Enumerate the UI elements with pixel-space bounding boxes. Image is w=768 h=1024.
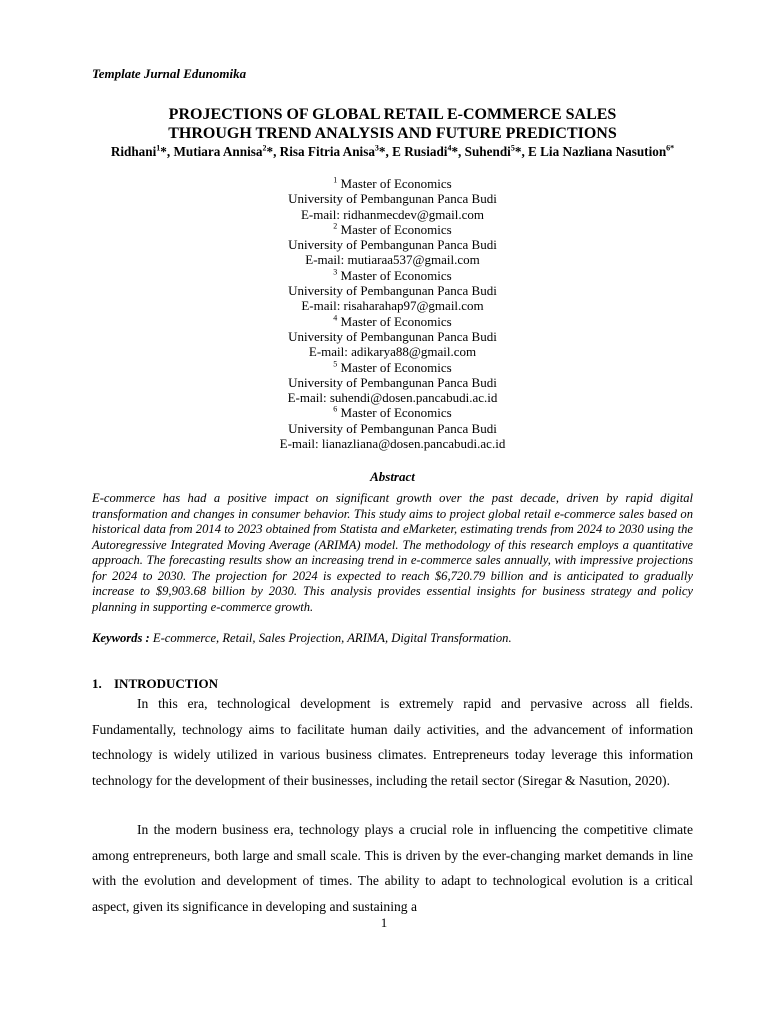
abstract-text: E-commerce has had a positive impact on significant growth over the past decade, driven by rapid digital transformation and changes in consumer behavior. This study aims to project global retail e-commerce sales based on historical data from 2014 to 2023 obtained from Statista and eMarketer, estimating trends from 2024 to 2030 using the Autoregressive Integrated Moving Average (ARIMA) model. The methodology of this research employs a quantitative approach. The forecasting results show an increasing trend in e-commerce sales annually, with impressive projections for 2024 to 2030. The projection for 2024 is expected to reach $6,720.79 billion and is anticipated to gradually increase to $9,903.68 billion by 2030. This analysis provides essential insights for business strategy and policy planning in supporting e-commerce growth. [92, 491, 693, 614]
author-list: Ridhani$^1$*, Mutiara Annisa$^2$*, Risa Fitria Anisa$^3$*, E Rusiadi$^4$*, Suhendi$^5$*, E Lia Nazliana Nasution$^{6*}$ [110, 143, 675, 159]
section-title: INTRODUCTION [114, 676, 219, 691]
author-mark: * [451, 144, 459, 159]
author-name: E Rusiadi [392, 144, 448, 159]
author-sup: 2 [262, 143, 267, 153]
title-line: THROUGH TREND ANALYSIS AND FUTURE PREDICTIONS [168, 125, 617, 142]
affiliation-email: E-mail: suhendi@dosen.pancabudi.ac.id [287, 390, 498, 406]
section-number: 1. [92, 676, 102, 691]
affiliation-list [92, 176, 693, 451]
author-mark: * [378, 144, 386, 159]
author-sup: 4 [447, 143, 452, 153]
author-name: Risa Fitria Anisa [279, 144, 375, 159]
affiliation-email: E-mail: risaharahap97@gmail.com [301, 298, 484, 314]
affiliation-email: E-mail: adikarya88@gmail.com [308, 344, 477, 360]
dept-text: Master of Economics [340, 176, 452, 191]
keywords-value: E-commerce, Retail, Sales Projection, ARIMA, Digital Transformation. [152, 631, 512, 645]
dept-text: Master of Economics [340, 405, 452, 421]
body-paragraph: In the modern business era, technology plays a crucial role in influencing the competitive climate among entrepreneurs, both large and small scale. This is driven by the ever-changing market demands in line with the evolution and development of times. The ability to adapt to technological evolution is a critical aspect, given its significance in developing and sustaining a [92, 822, 693, 914]
abstract-heading: Abstract [370, 469, 415, 484]
body-paragraph: In this era, technological development is extremely rapid and pervasive across all fields. Fundamentally, technology aims to facilitate human daily activities, and the advancement of information technology is widely utilized in various business climates. Entrepreneurs today leverage this information technology for the development of their businesses, including the retail sector (Siregar & Nasution, 2020). [92, 696, 693, 788]
dept-text: Master of Economics [340, 359, 452, 375]
keywords [92, 630, 693, 646]
affiliation-univ: University of Pembangunan Panca Budi [288, 420, 497, 436]
affiliation-univ: University of Pembangunan Panca Budi [288, 283, 497, 299]
keywords-label: Keywords : [92, 631, 150, 645]
author-name: Suhendi [464, 144, 511, 159]
author-name: E Lia Nazliana Nasution [528, 144, 667, 159]
author-sup: 3 [374, 143, 379, 153]
dept-text: Master of Economics [340, 221, 452, 237]
journal-name: Template Jurnal Edunomika [92, 66, 247, 81]
section-heading [92, 676, 218, 692]
affiliation-univ: University of Pembangunan Panca Budi [288, 328, 497, 344]
dept-text: Master of Economics [340, 313, 452, 329]
affiliation-univ: University of Pembangunan Panca Budi [288, 237, 497, 253]
paper-title [92, 105, 693, 143]
affiliation-sup: 6 [333, 405, 338, 415]
author-mark: * [514, 144, 522, 159]
affiliation-sup: 4 [333, 313, 338, 323]
affiliation-sup: 5 [333, 359, 338, 369]
affiliation-dept [92, 222, 693, 237]
affiliation-dept [92, 176, 693, 191]
page-number: 1 [380, 915, 388, 930]
affiliation-sup: 3 [333, 267, 338, 277]
affiliation-email: E-mail: mutiaraa537@gmail.com [305, 252, 480, 268]
title-line: PROJECTIONS OF GLOBAL RETAIL E-COMMERCE SALES [168, 106, 617, 123]
affiliation-sup: 1 [333, 175, 338, 185]
affiliation-univ: University of Pembangunan Panca Budi [288, 374, 497, 390]
affiliation-dept [92, 405, 693, 420]
author-mark: * [160, 144, 167, 159]
affiliation-sup: 2 [333, 221, 338, 231]
affiliation-dept [92, 360, 693, 375]
author-sup: 6* [666, 143, 675, 153]
affiliation-dept [92, 314, 693, 329]
author-name: Ridhani [110, 144, 157, 159]
affiliation-univ: University of Pembangunan Panca Budi [288, 191, 497, 207]
dept-text: Master of Economics [340, 267, 452, 283]
author-sup: 5 [510, 143, 515, 153]
author-name: Mutiara Annisa [173, 144, 263, 159]
author-sup: 1 [156, 143, 161, 153]
affiliation-email: E-mail: lianazliana@dosen.pancabudi.ac.id [279, 436, 506, 452]
author-mark: * [266, 144, 274, 159]
affiliation-email: E-mail: ridhanmecdev@gmail.com [300, 206, 485, 222]
affiliation-dept [92, 268, 693, 283]
